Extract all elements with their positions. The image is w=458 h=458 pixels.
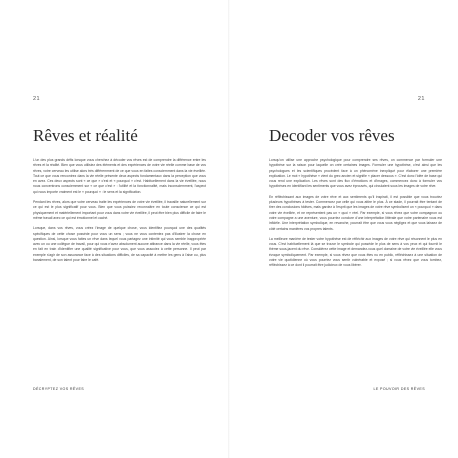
right-page [229, 0, 458, 458]
right-page-footer: LE POUVOIR DES RÊVES [373, 387, 425, 391]
left-paragraph: L'un des plus grands défis lorsque vous cherchez à décoder vos rêves est de comprendre la différence entre les rêves et la réalité. Bien que vous utilisiez des éléments et des expériences de votre vie réelle comme base de vos rêves, votre cerveau les utilise alors très différemment de ce que vous en faites consciemment dans la vie éveillée. Tout ce que vous rencontrez dans la vie réelle présente deux aspects fondamentaux dans la perception que vous en avez. Ces deux aspects sont « ce que » c'est et « pourquoi » c'est. Habituellement dans la vie éveillée, nous nous concentrons consciemment sur « ce que c'est » : l'utilité et la fonctionnalité, mais inconsciemment, l'aspect qui nous importe vraiment est le « pourquoi » : le sens et la signification. [33, 158, 206, 194]
right-page-body [269, 158, 442, 274]
left-page-footer: DÉCRYPTEZ VOS RÊVES [33, 387, 85, 391]
right-paragraph: En réfléchissant aux images de votre rêve et aux sentiments qu'il inspirait, il est possible que vous trouviez plusieurs hypothèses à tester. Commencez par celle qui vous attire le plus. À ce stade, il pourrait être tentant de tirer des conclusions hâtives, mais gardez à l'esprit que les images de votre rêve symbolisent un « pourquoi » dans votre vie éveillée, et ne représentent pas un « quoi » réel. Par exemple, si vous rêvez que votre compagnon ou votre compagne a une aventure, vous pourriez conclure d'une interprétation littérale que votre partenaire vous est infidèle. Une interprétation symbolique, en revanche, pourrait être que vous vous négligez et que vous laissez de côté certains manières vos propres talents. [269, 194, 442, 231]
right-paragraph: La meilleure manière de tester votre hypothèse est de réfléchir aux images de votre rêve qui résonnent le plus en vous. C'est habituellement là que se trouve le symbole qui possède le plus de sens à vos yeux et qui fournit le thème sous-jacent du rêve. Considérez cette image et demandez-vous quel domaine de votre vie éveillée elle vous évoque symboliquement. Par exemple, si vous rêvez que vous êtes nu en public, réfléchissez à une situation de votre vie quotidienne où vous pourriez vous sentir vulnérable et exposé ; si vous rêvez que vous tombez, réfléchissez à ce dont il pourrait être judicieux de vous libérer. [269, 236, 442, 268]
right-paragraph: Lorsqu'on utilise une approche psychologique pour comprendre ses rêves, on commence par formuler une hypothèse sur la raison pour laquelle on crée certaines images. Formuler une hypothèse, c'est ainsi que les psychologues et les scientifiques procèdent face à un phénomène inexpliqué pour élaborer une première explication. Le mot « hypothèse » vient du grec ancien et signifie « placer dessous ». C'est donc l'idée de base qui vous rend une explication. Les rêves sont des flux d'émotions et d'images, commencez donc à formuler vos hypothèses en identifiant les sentiments que vous avez éprouvés, qui circulaient sous les images de votre rêve. [269, 158, 442, 189]
left-paragraph: Lorsque, dans vos rêves, vous créez l'image de quelque chose, vous identifiez pourquoi une des qualités spécifiques de cette chose possède pour vous un sens ; vous ne vous contentez pas d'illustrer la chose en question. Ainsi, lorsque vous faites un rêve dans lequel vous partagez une intimité qui vous semble inappropriée avec un ou une collègue de travail, pour qui vous n'avez absolument aucune attirance dans la vie réelle, vous êtes en fait en train d'identifier une qualité significative pour vous, que vous associez à cette personne. Il peut par exemple s'agir de son assurance face à des situations difficiles, de sa capacité à mettre les gens à l'aise ou, plus banalement, de son talent pour faire le café. [33, 226, 206, 263]
left-paragraph: Pendant les rêves, alors que votre cerveau traite les expériences de votre vie éveillée, il travaille naturellement sur ce qui est le plus significatif pour vous. Bien que vous puissiez reconnaître en toute conscience ce qui est physiquement et matériellement important pour vous dans votre vie éveillée, il peut être bien plus difficile de faire le même travail avec ce qui est émotionnel et caché. [33, 200, 206, 220]
left-page-body [33, 158, 206, 268]
right-page-number: 21 [417, 96, 425, 102]
left-page-title: Rêves et réalité [33, 126, 138, 145]
right-page-title: Decoder vos rêves [269, 126, 395, 145]
left-page-number: 21 [33, 96, 41, 102]
